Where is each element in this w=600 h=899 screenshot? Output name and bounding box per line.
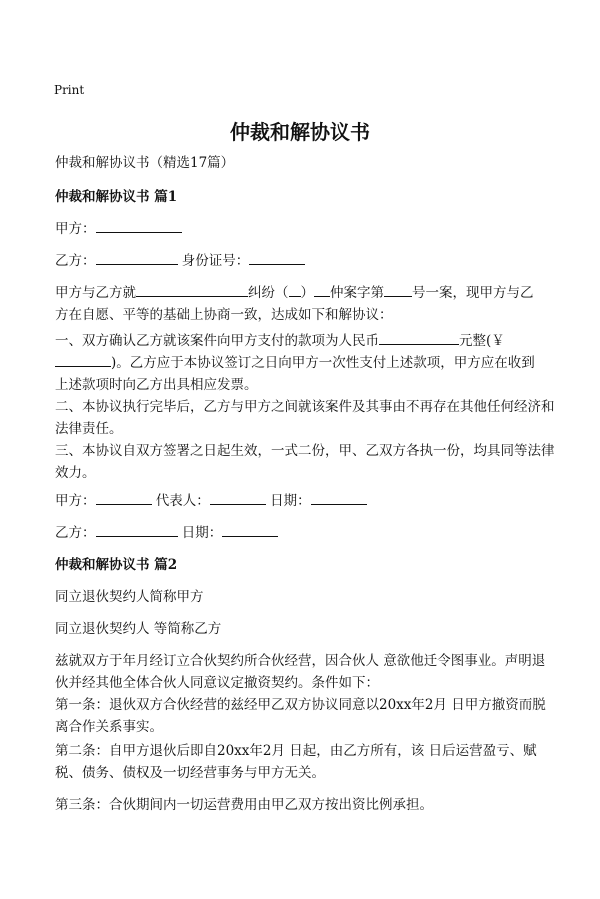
signature-line-a bbox=[55, 490, 555, 512]
party-a-label: 甲方： bbox=[55, 221, 96, 237]
date-label-a: 日期： bbox=[270, 493, 311, 509]
case-year-blank[interactable] bbox=[314, 282, 330, 297]
section2-paragraph: 兹就双方于年月经订立合伙契约所合伙经营，因合伙人 意欲他迁令图事业。声明退伙并经其他全体合伙人同意议定撤资契约。条件如下： bbox=[55, 653, 546, 691]
id-label: 身份证号： bbox=[181, 253, 250, 269]
date-label-b: 日期： bbox=[181, 525, 223, 541]
date-b-blank[interactable] bbox=[222, 522, 278, 537]
article-2: 第二条：自甲方退伙后即自20xx年2月 日起，由乙方所有，该 日后运营盈亏、赋税、债务、债权及一切经营事务与甲方无关。 bbox=[55, 743, 537, 781]
clause-1 bbox=[55, 330, 555, 396]
clause1-text-d: 上述款项时向乙方出具相应发票。 bbox=[55, 377, 258, 393]
representative-label: 代表人： bbox=[155, 493, 210, 509]
intro-text-6: 方在自愿、平等的基础上协商一致，达成如下和解协议： bbox=[55, 307, 393, 323]
clause1-text-b: 元整(￥ bbox=[459, 333, 505, 349]
article-3: 第三条：合伙期间内一切运营费用由甲乙双方按出资比例承担。 bbox=[55, 797, 433, 813]
sign-b-blank[interactable] bbox=[96, 522, 178, 537]
date-a-blank[interactable] bbox=[311, 490, 367, 505]
clause-3: 三、本协议自双方签署之日起生效，一式二份，甲、乙双方各执一份，均具同等法律效力。 bbox=[55, 443, 555, 481]
intro-text-4: 仲案字第 bbox=[330, 285, 384, 301]
section2-line-2: 同立退伙契约人 等简称乙方 bbox=[55, 621, 222, 637]
party-b-label: 乙方： bbox=[55, 253, 96, 269]
sign-a-blank[interactable] bbox=[96, 490, 152, 505]
intro-text-3: ） bbox=[300, 285, 314, 301]
amount-figure-blank[interactable] bbox=[55, 352, 111, 367]
intro-text-2: 纠纷（ bbox=[248, 285, 289, 301]
dispute-blank[interactable] bbox=[136, 282, 248, 297]
section2-heading: 仲裁和解协议书 篇2 bbox=[55, 557, 178, 573]
print-label[interactable]: Print bbox=[54, 83, 85, 97]
intro-text-5: 号一案，现甲方与乙 bbox=[412, 285, 534, 301]
section2-line-1: 同立退伙契约人简称甲方 bbox=[55, 589, 204, 605]
article-1: 第一条：退伙双方合伙经营的兹经甲乙双方协议同意以20xx年2月 日甲方撤资而脱离合作关系事实。 bbox=[55, 697, 546, 735]
sign-b-label: 乙方： bbox=[55, 525, 96, 541]
clause1-text-a: 一、双方确认乙方就该案件向甲方支付的款项为人民币 bbox=[55, 333, 379, 349]
intro-paragraph bbox=[55, 282, 555, 326]
party-a-blank[interactable] bbox=[96, 218, 182, 233]
sign-a-label: 甲方： bbox=[55, 493, 96, 509]
document-title: 仲裁和解协议书 bbox=[230, 120, 370, 144]
amount-blank[interactable] bbox=[379, 330, 459, 345]
clause-2: 二、本协议执行完毕后，乙方与甲方之间就该案件及其事由不再存在其他任何经济和法律责任。 bbox=[55, 399, 555, 437]
document-subtitle: 仲裁和解协议书（精选17篇） bbox=[55, 155, 235, 171]
case-number-blank[interactable] bbox=[384, 282, 412, 297]
party-b-line bbox=[55, 250, 555, 272]
party-b-blank[interactable] bbox=[96, 250, 178, 265]
section1-heading: 仲裁和解协议书 篇1 bbox=[55, 189, 178, 205]
representative-blank[interactable] bbox=[210, 490, 266, 505]
signature-line-b bbox=[55, 522, 555, 544]
clause1-text-c: )。乙方应于本协议签订之日向甲方一次性支付上述款项，甲方应在收到 bbox=[111, 355, 535, 371]
id-blank[interactable] bbox=[249, 250, 305, 265]
dispute-type-blank[interactable] bbox=[289, 282, 301, 297]
intro-text-1: 甲方与乙方就 bbox=[55, 285, 136, 301]
party-a-line bbox=[55, 218, 555, 240]
